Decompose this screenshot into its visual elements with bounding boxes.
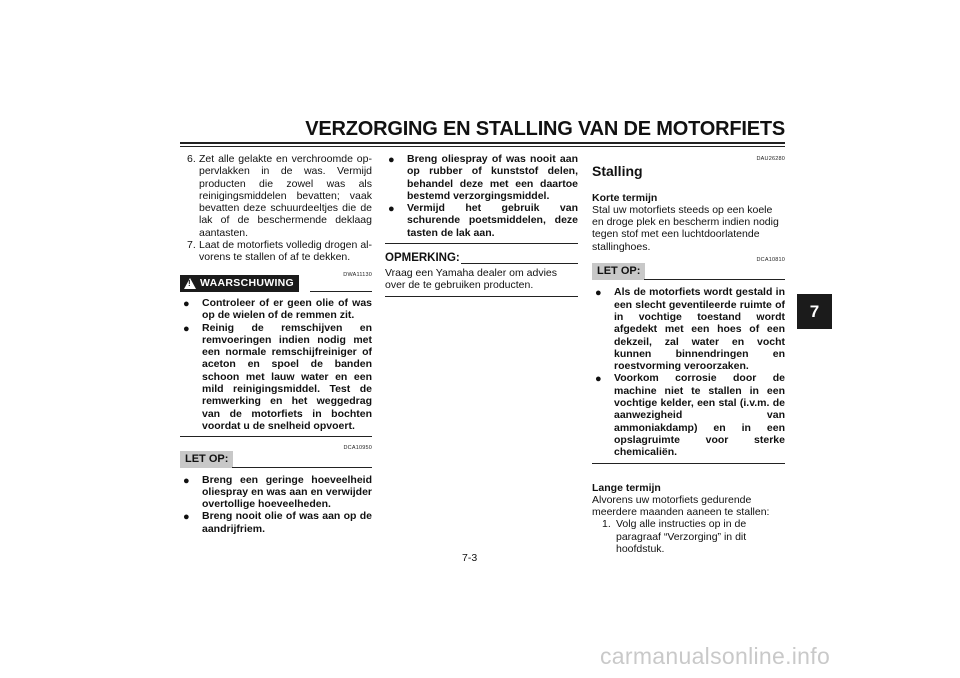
opmerking-header	[385, 252, 578, 266]
opmerking-label: OPMERKING:	[385, 252, 460, 265]
bullet-icon: ●	[183, 511, 190, 524]
bullet-text: Als de motorfiets wordt gestald in een slecht geventileerde ruimte of in vochtige toestand wordt afgedekt met een hoes of een dekzeil, zal water en vocht kunnen binnendringen en roestvorming veroorzaken.	[614, 286, 785, 373]
warning-end-rule	[180, 436, 372, 437]
column-1	[180, 153, 372, 535]
list-item	[592, 518, 785, 555]
bullet-item	[385, 202, 578, 239]
letop-bullet	[180, 510, 372, 535]
letop-rule	[644, 279, 785, 280]
bullet-text: Reinig de remschijven en remvoeringen indien nodig met een normale remschijfreiniger of aceton en spoel de banden schoon met lauw water en een mild reinigingsmiddel. Test de remwerking en het weggedrag van de motorfiets in bochten voordat u de snelheid opvoert.	[202, 321, 372, 432]
bullet-text: Breng nooit olie of was aan op de aandrijfriem.	[202, 510, 372, 535]
warning-rule	[310, 291, 372, 292]
bullet-item	[385, 153, 578, 202]
opmerking-rule	[461, 263, 578, 264]
warning-label: WAARSCHUWING	[200, 276, 295, 289]
page-title: VERZORGING EN STALLING VAN DE MOTORFIETS	[305, 118, 785, 140]
header-rule-thin	[180, 146, 785, 147]
warning-header	[180, 275, 372, 292]
warning-bullet	[180, 297, 372, 322]
bullet-icon: ●	[388, 154, 395, 166]
subsection-text: Stal uw motorfiets steeds op een koele en droge plek en bescherm indien nodig tegen stof met een luchtdoorlatende stallinghoes.	[592, 203, 779, 253]
header-rule	[180, 142, 785, 144]
letop-badge: LET OP:	[180, 451, 233, 468]
warning-icon: !	[184, 278, 196, 289]
letop-code: DCA10950	[343, 445, 372, 452]
item-number: 1.	[602, 518, 611, 531]
list-item	[180, 153, 372, 239]
letop-header	[592, 263, 785, 280]
letop-bullet	[592, 372, 785, 458]
warning-code: DWA11130	[343, 271, 372, 278]
bullet-text: Vermijd het gebruik van schurende poetsmiddelen, deze tasten de lak aan.	[407, 202, 578, 239]
item-text: Volg alle instructies op in de paragraaf “Verzorging” in dit hoofdstuk.	[616, 518, 747, 556]
section-code: DAU26280	[756, 156, 785, 162]
page-number: 7-3	[462, 552, 478, 564]
letop-code: DCA10810	[756, 257, 785, 264]
bullet-icon: ●	[183, 297, 190, 310]
subsection-text: Alvorens uw motorfiets gedurende meerdere maanden aaneen te stallen:	[592, 493, 770, 519]
chapter-tab: 7	[797, 294, 832, 329]
subsection-title: Lange termijn	[592, 481, 661, 494]
list-item	[180, 239, 372, 264]
watermark: carmanualsonline.info	[600, 643, 831, 669]
bullet-icon: ●	[595, 287, 602, 300]
item-number: 6.	[187, 153, 196, 165]
bullet-text: Controleer of er geen olie of was op de wielen of de remmen zit.	[202, 296, 372, 322]
item-text: Laat de motorfiets volledig drogen alvorens te stallen of af te dekken.	[199, 239, 372, 264]
bullet-icon: ●	[183, 322, 190, 335]
letop-rule	[232, 467, 372, 468]
section-title: Stalling	[592, 163, 643, 180]
letop-bullet	[180, 474, 372, 511]
opmerking-end-rule	[385, 296, 578, 297]
subsection-title: Korte termijn	[592, 191, 658, 204]
bullet-icon: ●	[183, 474, 190, 487]
bullet-text: Breng een geringe hoeveelheid oliespray en was aan en verwijder overtollige hoeveelheden.	[202, 473, 372, 511]
opmerking-text: Vraag een Yamaha dealer om advies over de te gebruiken producten.	[385, 267, 557, 292]
letop-badge: LET OP:	[592, 263, 645, 280]
column-2	[385, 153, 578, 297]
letop-bullet	[592, 286, 785, 372]
warning-badge	[180, 275, 299, 292]
item-text: Zet alle gelakte en verchroomde oppervlakken in de was. Vermijd producten die zowel was als reinigingsmiddelen bevatten; vaak bevatten deze schuurdeeltjes die de lak of de beschermende deklaag aantasten.	[199, 153, 372, 239]
bullet-text: Voorkom corrosie door de machine niet te stallen in een vochtige kelder, een stal (i.v.m. de aanwezigheid van ammoniakdamp) en in een opslagruimte voor sterke chemicaliën.	[614, 372, 785, 459]
letop-header	[180, 451, 372, 468]
bullet-text: Breng oliespray of was nooit aan op rubber of kunststof delen, behandel deze met een daartoe bestemd verzorgingsmiddel.	[407, 153, 578, 202]
item-number: 7.	[187, 239, 196, 252]
column-3	[592, 153, 785, 555]
bullet-icon: ●	[388, 203, 395, 216]
bullet-icon: ●	[595, 373, 602, 386]
warning-bullet	[180, 322, 372, 433]
